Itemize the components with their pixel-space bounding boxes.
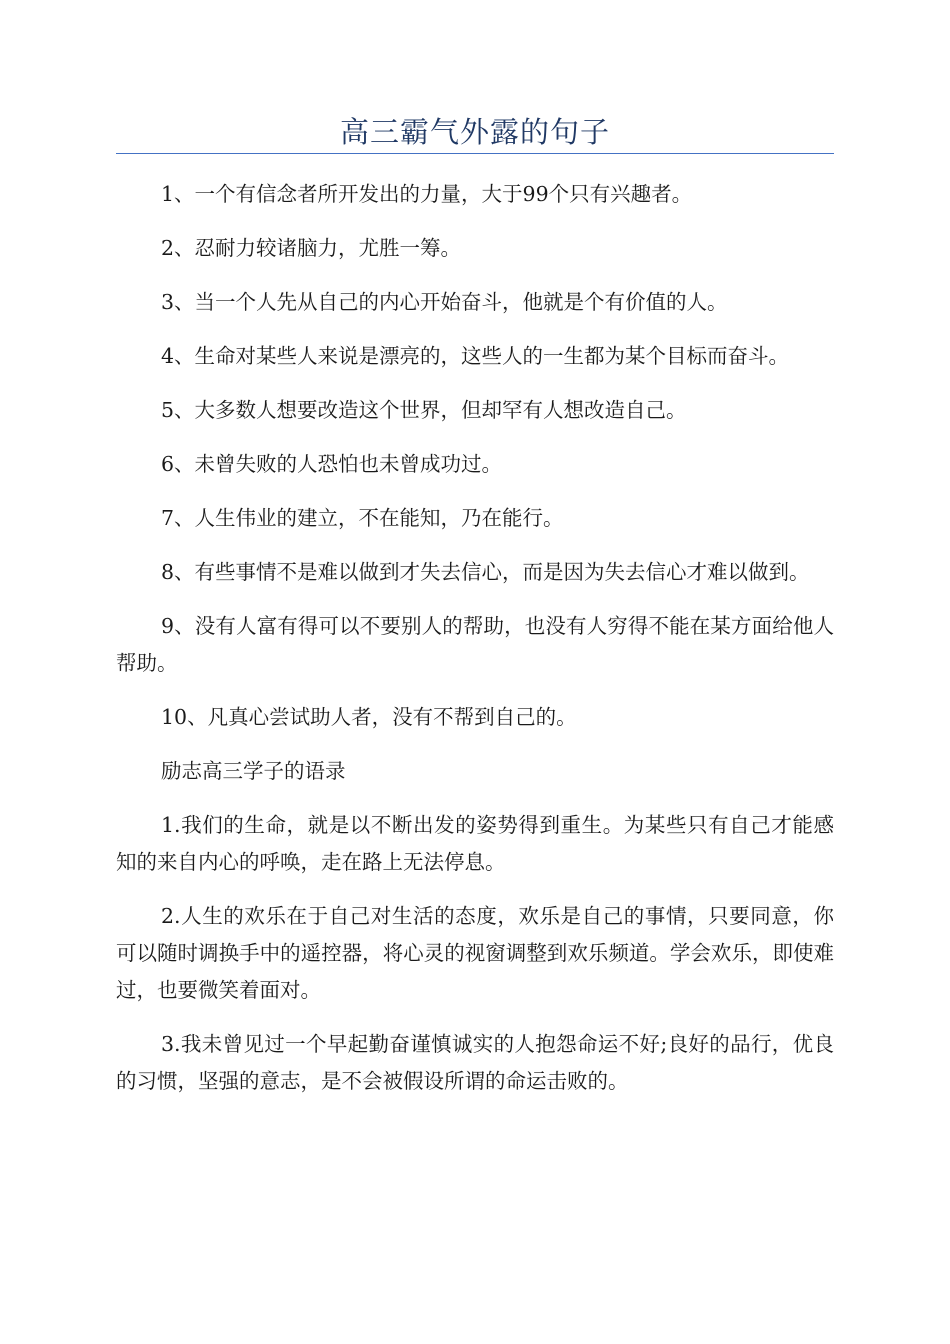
- section-heading: 励志高三学子的语录: [161, 759, 346, 783]
- document-body: [116, 176, 834, 1117]
- paragraph-1: 1、一个有信念者所开发出的力量，大于99个只有兴趣者。: [161, 182, 693, 206]
- document-title: 高三霸气外露的句子: [339, 115, 610, 149]
- paragraph-8: 8、有些事情不是难以做到才失去信心，而是因为失去信心才难以做到。: [161, 560, 810, 584]
- paragraph-5: 5、大多数人想要改造这个世界，但却罕有人想改造自己。: [161, 398, 687, 422]
- quote-1: 1.我们的生命，就是以不断出发的姿势得到重生。为某些只有自己才能感知的来自内心的呼唤，走在路上无法停息。: [116, 813, 834, 874]
- paragraph-3: 3、当一个人先从自己的内心开始奋斗，他就是个有价值的人。: [161, 290, 728, 314]
- paragraph-9: 9、没有人富有得可以不要别人的帮助，也没有人穷得不能在某方面给他人帮助。: [116, 614, 834, 675]
- paragraph-6: 6、未曾失败的人恐怕也未曾成功过。: [161, 452, 503, 476]
- paragraph-4: 4、生命对某些人来说是漂亮的，这些人的一生都为某个目标而奋斗。: [161, 344, 790, 368]
- quote-2: 2.人生的欢乐在于自己对生活的态度，欢乐是自己的事情，只要同意，你可以随时调换手中的遥控器，将心灵的视窗调整到欢乐频道。学会欢乐，即使难过，也要微笑着面对。: [116, 904, 834, 1002]
- paragraph-7: 7、人生伟业的建立，不在能知，乃在能行。: [161, 506, 564, 530]
- paragraph-2: 2、忍耐力较诸脑力，尤胜一筹。: [161, 236, 462, 260]
- paragraph-10: 10、凡真心尝试助人者，没有不帮到自己的。: [161, 705, 577, 729]
- quote-3: 3.我未曾见过一个早起勤奋谨慎诚实的人抱怨命运不好;良好的品行，优良的习惯，坚强的意志，是不会被假设所谓的命运击败的。: [116, 1032, 834, 1093]
- title-underline: [116, 153, 834, 154]
